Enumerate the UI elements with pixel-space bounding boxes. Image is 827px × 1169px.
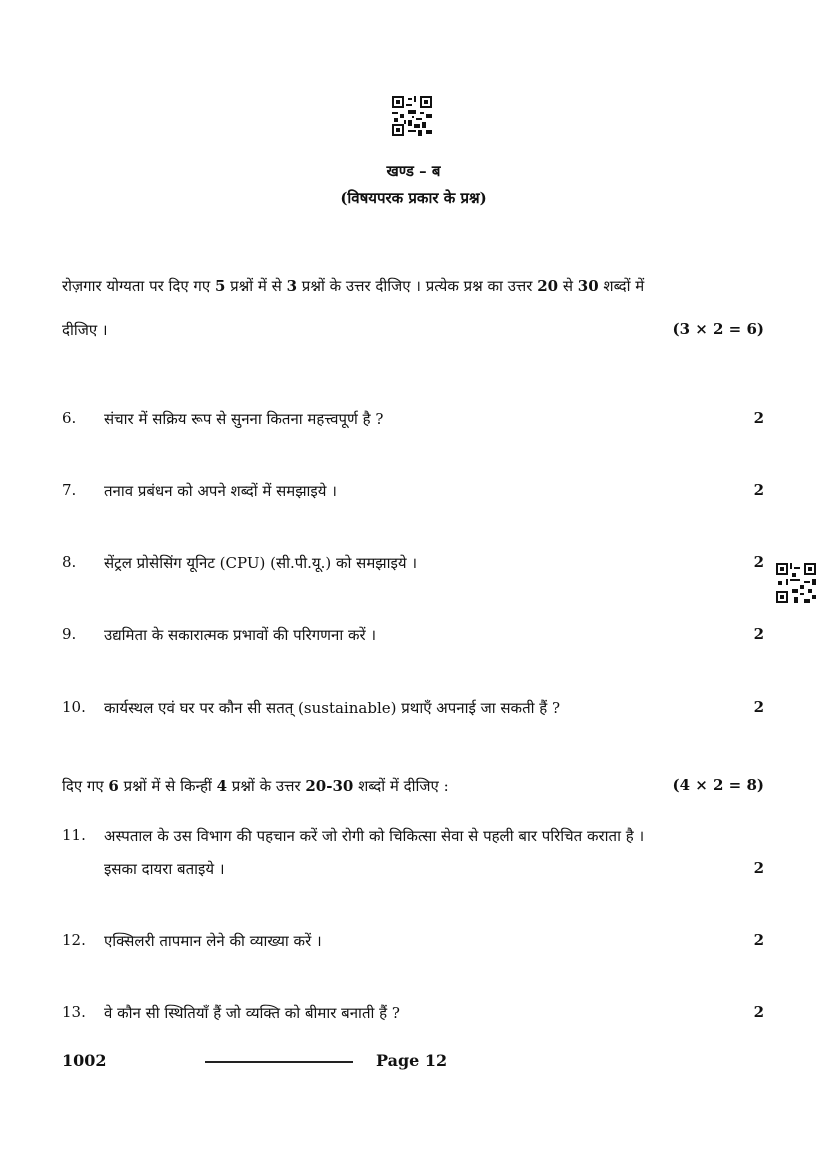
marks-total-1: (3 × 2 = 6) bbox=[672, 320, 764, 338]
question-number: 11. bbox=[62, 826, 86, 844]
question-text: वे कौन सी स्थितियाँ हैं जो व्यक्ति को बीमार बनाती हैं ? bbox=[104, 1004, 400, 1022]
question-number: 13. bbox=[62, 1003, 86, 1021]
question-text: सेंट्रल प्रोसेसिंग यूनिट (CPU) (सी.पी.यू.) को समझाइये । bbox=[104, 554, 418, 572]
qr-code-icon bbox=[776, 563, 816, 603]
instruction-1-line2: दीजिए । bbox=[62, 321, 108, 339]
marks-total-2: (4 × 2 = 8) bbox=[672, 776, 764, 794]
question-number: 6. bbox=[62, 409, 77, 427]
question-marks: 2 bbox=[753, 409, 764, 427]
question-text: अस्पताल के उस विभाग की पहचान करें जो रोगी को चिकित्सा सेवा से पहली बार परिचित कराता है । bbox=[104, 827, 645, 845]
question-number: 12. bbox=[62, 931, 86, 949]
question-marks: 2 bbox=[753, 698, 764, 716]
qr-code-icon bbox=[392, 96, 432, 136]
section-title: खण्ड – ब bbox=[386, 162, 441, 180]
question-marks: 2 bbox=[753, 931, 764, 949]
question-number: 8. bbox=[62, 553, 77, 571]
question-marks: 2 bbox=[753, 625, 764, 643]
question-marks: 2 bbox=[753, 553, 764, 571]
question-text-line2: इसका दायरा बताइये । bbox=[104, 860, 225, 878]
instruction-1: रोज़गार योग्यता पर दिए गए 5 प्रश्नों में से 3 प्रश्नों के उत्तर दीजिए । प्रत्येक प्रश्न का उत्तर 20 से 30 शब्दों में bbox=[62, 277, 645, 295]
question-number: 10. bbox=[62, 698, 86, 716]
paper-code: 1002 bbox=[62, 1051, 107, 1070]
question-marks: 2 bbox=[753, 1003, 764, 1021]
question-marks: 2 bbox=[753, 481, 764, 499]
question-marks: 2 bbox=[753, 859, 764, 877]
question-text: तनाव प्रबंधन को अपने शब्दों में समझाइये । bbox=[104, 482, 337, 500]
footer-divider bbox=[205, 1061, 353, 1063]
page-number: Page 12 bbox=[376, 1051, 448, 1070]
question-text: कार्यस्थल एवं घर पर कौन सी सतत् (sustainable) प्रथाएँ अपनाई जा सकती हैं ? bbox=[104, 699, 561, 717]
question-number: 9. bbox=[62, 625, 77, 643]
question-number: 7. bbox=[62, 481, 77, 499]
question-text: संचार में सक्रिय रूप से सुनना कितना महत्त्वपूर्ण है ? bbox=[104, 410, 384, 428]
instruction-2: दिए गए 6 प्रश्नों में से किन्हीं 4 प्रश्नों के उत्तर 20-30 शब्दों में दीजिए : bbox=[62, 777, 449, 795]
question-text: एक्सिलरी तापमान लेने की व्याख्या करें । bbox=[104, 932, 322, 950]
section-subtitle: (विषयपरक प्रकार के प्रश्न) bbox=[340, 189, 487, 207]
question-text: उद्यमिता के सकारात्मक प्रभावों की परिगणना करें । bbox=[104, 626, 377, 644]
